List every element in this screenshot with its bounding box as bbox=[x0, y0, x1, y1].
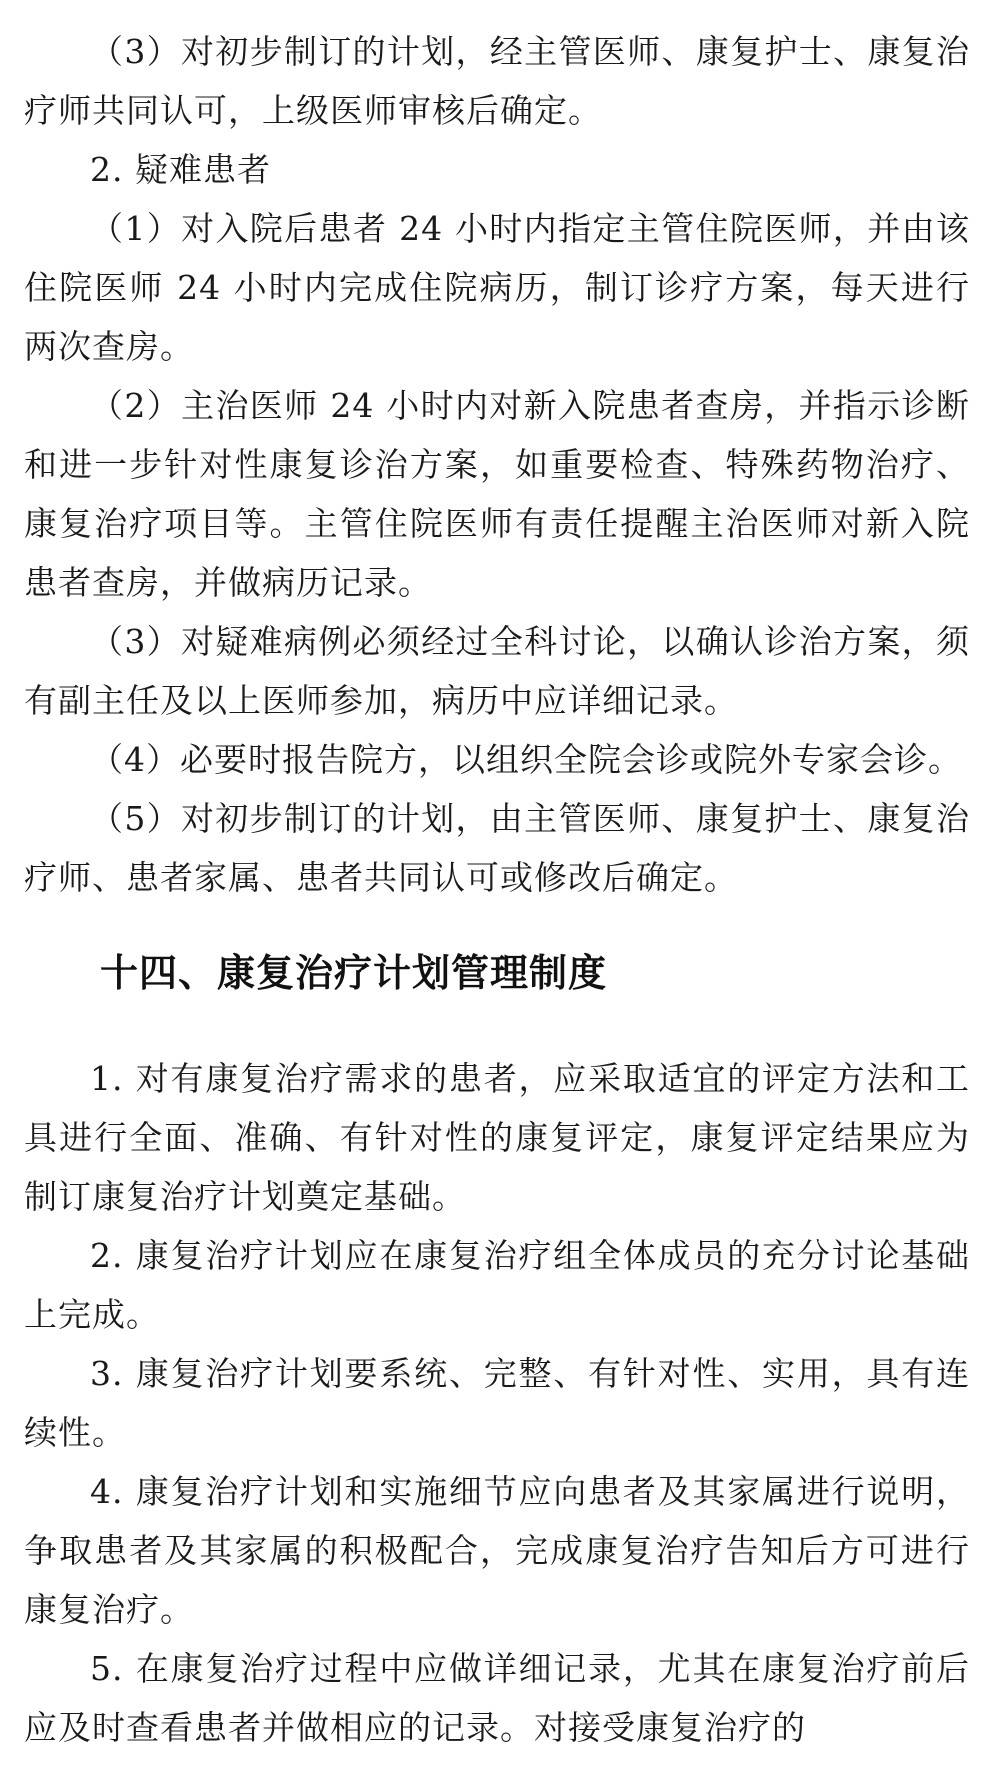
section-heading: 十四、康复治疗计划管理制度 bbox=[100, 951, 608, 995]
paragraph-patient-notification: 4. 康复治疗计划和实施细节应向患者及其家属进行说明，争取患者及其家属的积极配合，完成康复治疗告知后方可进行康复治疗。 bbox=[24, 1472, 970, 1629]
paragraph-treatment-records: 5. 在康复治疗过程中应做详细记录，尤其在康复治疗前后应及时查看患者并做相应的记录。对接受康复治疗的 bbox=[24, 1649, 970, 1747]
paragraph-difficult-patients-heading: 2. 疑难患者 bbox=[90, 150, 271, 189]
paragraph-rehab-assessment: 1. 对有康复治疗需求的患者，应采取适宜的评定方法和工具进行全面、准确、有针对性的康复评定，康复评定结果应为制订康复治疗计划奠定基础。 bbox=[24, 1059, 970, 1216]
paragraph-attending-rounds: （2）主治医师 24 小时内对新入院患者查房，并指示诊断和进一步针对性康复诊治方案，如重要检查、特殊药物治疗、康复治疗项目等。主管住院医师有责任提醒主治医师对新入院患者查房，并做病历记录。 bbox=[24, 386, 970, 602]
paragraph-plan-approval: （3）对初步制订的计划，经主管医师、康复护士、康复治疗师共同认可，上级医师审核后确定。 bbox=[24, 32, 970, 130]
paragraph-plan-requirements: 3. 康复治疗计划要系统、完整、有针对性、实用，具有连续性。 bbox=[24, 1354, 970, 1452]
paragraph-resident-assignment: （1）对入院后患者 24 小时内指定主管住院医师，并由该住院医师 24 小时内完成住院病历，制订诊疗方案，每天进行两次查房。 bbox=[24, 209, 970, 366]
paragraph-hospital-consultation: （4）必要时报告院方，以组织全院会诊或院外专家会诊。 bbox=[90, 740, 962, 779]
paragraph-team-discussion: 2. 康复治疗计划应在康复治疗组全体成员的充分讨论基础上完成。 bbox=[24, 1236, 970, 1334]
document-page bbox=[24, 22, 970, 1757]
paragraph-department-discussion: （3）对疑难病例必须经过全科讨论，以确认诊治方案，须有副主任及以上医师参加，病历中应详细记录。 bbox=[24, 622, 970, 720]
paragraph-plan-confirmation: （5）对初步制订的计划，由主管医师、康复护士、康复治疗师、患者家属、患者共同认可或修改后确定。 bbox=[24, 799, 970, 897]
